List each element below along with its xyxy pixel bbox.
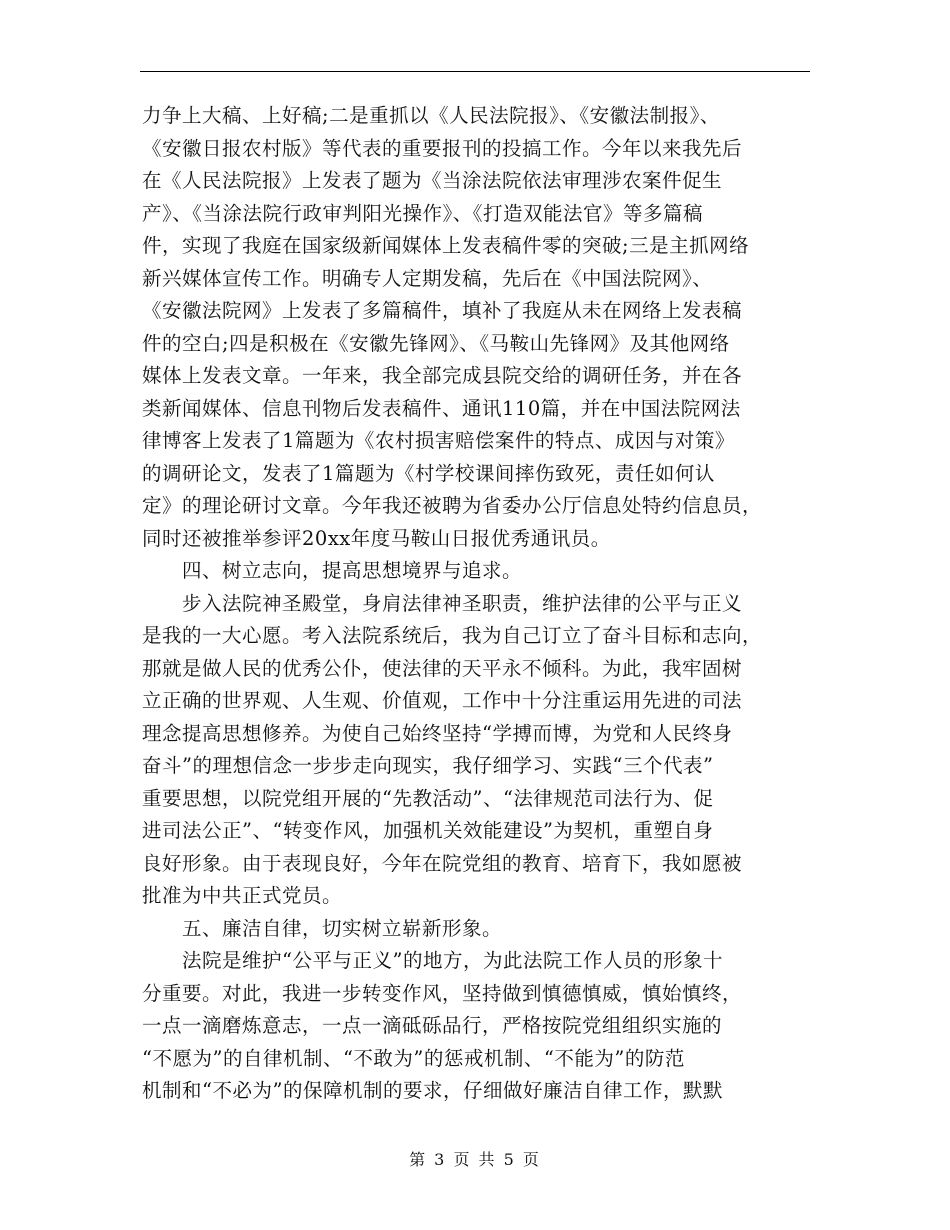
text-line: 法院是维护“公平与正义”的地方，为此法院工作人员的形象十	[142, 949, 723, 972]
text-line: 进司法公正”、“转变作风，加强机关效能建设”为契机，重塑自身	[142, 819, 714, 842]
text-line: 媒体上发表文章。一年来，我全部完成县院交给的调研任务，并在各	[142, 364, 743, 387]
text-line: 步入法院神圣殿堂，身肩法律神圣职责，维护法律的公平与正义	[142, 591, 743, 615]
text-line: “不愿为”的自律机制、“不敢为”的惩戒机制、“不能为”的防范	[142, 1046, 685, 1070]
text-line: 良好形象。由于表现良好，今年在院党组的教育、培育下，我如愿被	[142, 851, 743, 875]
section-heading: 五、廉洁自律，切实树立崭新形象。	[142, 916, 503, 940]
text-line: 在《人民法院报》上发表了题为《当涂法院依法审理涉农案件促生	[142, 169, 723, 192]
document-body	[142, 100, 812, 1108]
text-line: 是我的一大心愿。考入法院系统后，我为自己订立了奋斗目标和志向，	[142, 624, 763, 647]
text-line: 重要思想，以院党组开展的“先教活动”、“法律规范司法行为、促	[142, 786, 714, 810]
text-line: 件，实现了我庭在国家级新闻媒体上发表稿件零的突破;三是主抓网络	[142, 234, 750, 257]
page-number: 第 3 页 共 5 页	[409, 1150, 541, 1169]
text-line: 产》、《当涂法院行政审判阳光操作》、《打造双能法官》等多篇稿	[142, 201, 704, 225]
text-line: 的调研论文，发表了1篇题为《村学校课间摔伤致死，责任如何认	[142, 461, 715, 485]
text-line: 《安徽法院网》上发表了多篇稿件，填补了我庭从未在网络上发表稿	[142, 299, 743, 322]
text-line: 定》的理论研讨文章。今年我还被聘为省委办公厅信息处特约信息员，	[142, 494, 763, 517]
text-line: 同时还被推举参评20xx年度马鞍山日报优秀通讯员。	[142, 526, 611, 550]
text-line: 《安徽日报农村版》等代表的重要报刊的投搞工作。今年以来我先后	[142, 136, 743, 160]
text-line: 批准为中共正式党员。	[142, 884, 343, 907]
text-line: 类新闻媒体、信息刊物后发表稿件、通讯110篇，并在中国法院网法	[142, 396, 741, 420]
text-line: 机制和“不必为”的保障机制的要求，仔细做好廉洁自律工作，默默	[142, 1079, 723, 1102]
text-line: 奋斗”的理想信念一步步走向现实，我仔细学习、实践“三个代表”	[142, 754, 714, 777]
text-line: 分重要。对此，我进一步转变作风，坚持做到慎德慎威，慎始慎终，	[142, 981, 743, 1005]
text-line: 力争上大稿、上好稿;二是重抓以《人民法院报》、《安徽法制报》、	[142, 104, 720, 127]
text-line: 新兴媒体宣传工作。明确专人定期发稿，先后在《中国法院网》、	[142, 266, 713, 290]
text-line: 理念提高思想修养。为使自己始终坚持“学搏而博，为党和人民终身	[142, 721, 733, 745]
text-line: 立正确的世界观、人生观、价值观，工作中十分注重运用先进的司法	[142, 689, 743, 712]
text-line: 律博客上发表了1篇题为《农村损害赔偿案件的特点、成因与对策》	[142, 429, 735, 452]
text-line: 那就是做人民的优秀公仆，使法律的天平永不倾科。为此，我牢固树	[142, 656, 743, 680]
text-line: 一点一滴磨炼意志，一点一滴砥砾品行，严格按院党组组织实施的	[142, 1014, 723, 1037]
section-heading: 四、树立志向，提高思想境界与追求。	[142, 559, 523, 582]
text-line: 件的空白;四是积极在《安徽先锋网》、《马鞍山先锋网》及其他网络	[142, 331, 730, 355]
header-rule	[140, 71, 810, 72]
